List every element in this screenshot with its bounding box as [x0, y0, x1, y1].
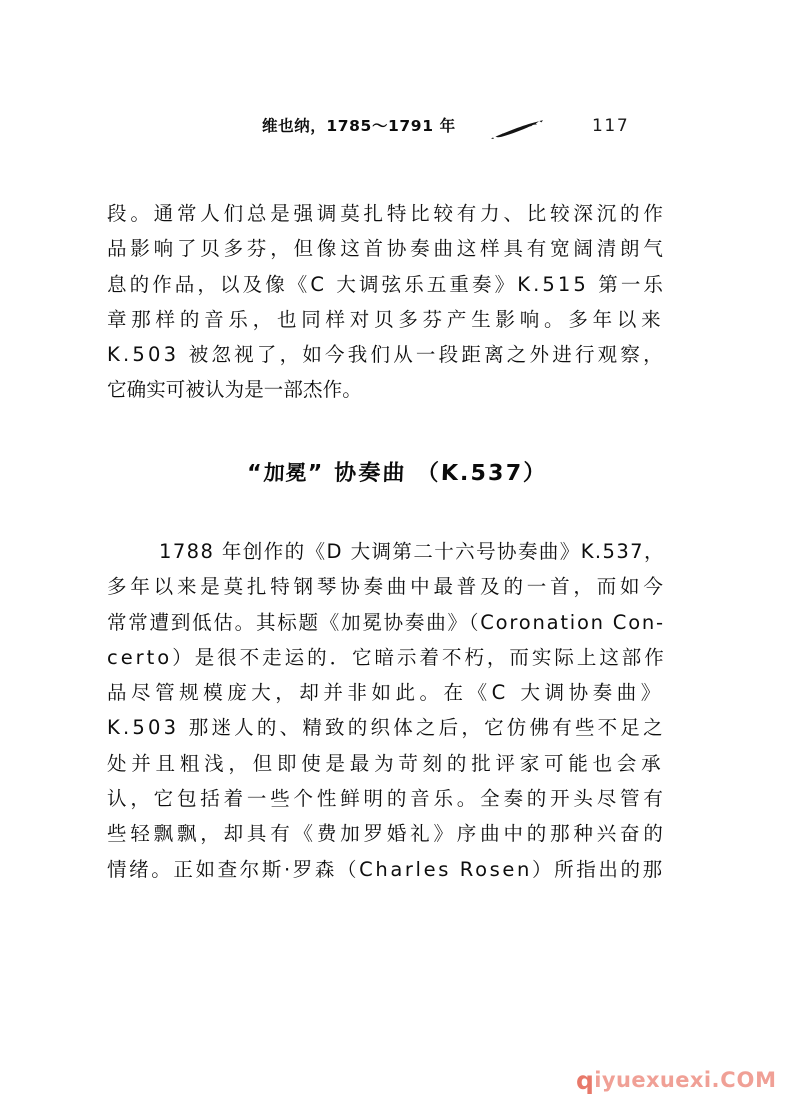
decorative-flourish-icon [487, 120, 549, 142]
paragraph-one-block [107, 196, 667, 408]
page-number: 117 [592, 116, 630, 136]
text-line: 段。通常人们总是强调莫扎特比较有力、比较深沉的作 [107, 202, 667, 225]
running-header [0, 114, 794, 148]
text-line: K.503 被忽视了，如今我们从一段距离之外进行观察， [107, 343, 666, 367]
watermark-initial: q [576, 1066, 595, 1095]
watermark-domain: .COM [711, 1068, 777, 1092]
heading-quote-open: “ [246, 461, 264, 486]
text-line: certo）是很不走运的．它暗示着不朽，而实际上这部作 [107, 645, 667, 669]
running-head-title: 维也纳，1785～1791 年 [262, 117, 456, 135]
watermark-middle: iyuexuexi [594, 1068, 712, 1092]
text-line: 多年以来是莫扎特钢琴协奏曲中最普及的一首，而如今 [107, 575, 667, 599]
heading-catalog: （K.537） [415, 461, 548, 486]
section-heading [0, 456, 794, 487]
text-line: 处并且粗浅，但即使是最为苛刻的批评家可能也会承 [107, 751, 666, 775]
text-line: 1788 年创作的《D 大调第二十六号协奏曲》K.537， [159, 540, 665, 563]
text-line: 它确实可被认为是一部杰作。 [107, 378, 362, 402]
text-line: 认，它包括着一些个性鲜明的音乐。全奏的开头尽管有 [107, 787, 667, 811]
text-line: 息的作品，以及像《C 大调弦乐五重奏》K.515 第一乐 [107, 272, 667, 296]
heading-title: 加冕 [262, 461, 308, 485]
text-line: 些轻飘飘，却具有《费加罗婚礼》序曲中的那种兴奋的 [107, 822, 667, 846]
text-line: 品影响了贝多芬，但像这首协奏曲这样具有宽阔清朗气 [107, 237, 667, 261]
paragraph-two [107, 534, 667, 887]
site-watermark [576, 1066, 777, 1095]
text-line: 品尽管规模庞大，却并非如此。在《C 大调协奏曲》 [107, 681, 665, 705]
heading-rest: 协奏曲 [333, 461, 407, 486]
text-line: K.503 那迷人的、精致的织体之后，它仿佛有些不足之 [107, 716, 666, 740]
text-line: 情绪。正如查尔斯·罗森（Charles Rosen）所指出的那 [107, 857, 665, 881]
text-line: 常常遭到低估。其标题《加冕协奏曲》（Coronation Con- [107, 610, 665, 634]
paragraph-two-block [107, 534, 667, 887]
section-heading-text [246, 456, 547, 487]
paragraph-one [107, 196, 667, 408]
heading-quote-close: ” [306, 461, 325, 486]
text-line: 章那样的音乐，也同样对贝多芬产生影响。多年以来 [107, 307, 666, 331]
